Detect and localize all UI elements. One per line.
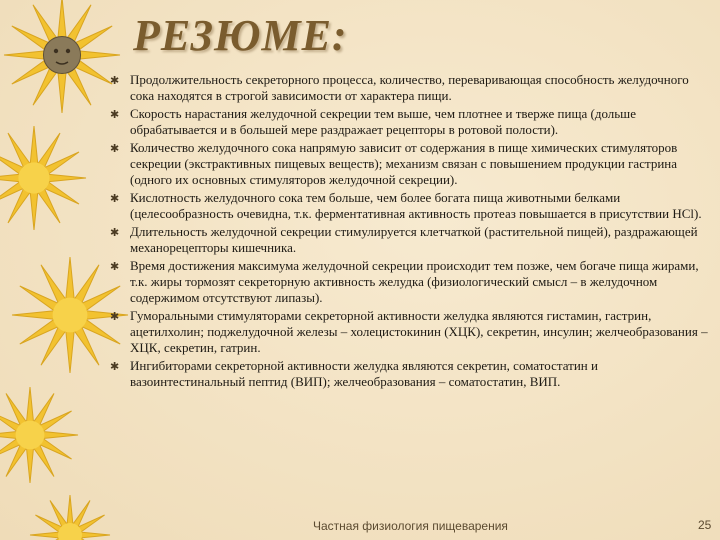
bullet-text: Время достижения максимума желудочной секреции происходит тем позже, чем богаче пища жирами, т.к. жиры тормозят секреторную активность желудка (физиологический смысл – в желудочном содержимом отсутствуют липазы). <box>130 257 699 306</box>
bullet-text: Количество желудочного сока напрямую зависит от содержания в пище химических стимуляторов секреции (экстрактивных пищевых веществ); механизм связан с повышением продукции гастрина (одного их основных стимуляторов желудочной секреции). <box>130 139 678 188</box>
bullet-text: Продолжительность секреторного процесса, количество, переваривающая способность желудочного сока находятся в строгой зависимости от характера пищи. <box>130 72 689 104</box>
bullet-text: Длительность желудочной секреции стимулируется клетчаткой (растительной пищей), раздражающей механорецепторы кишечника. <box>130 223 698 256</box>
sun-face-icon <box>43 36 80 73</box>
sun-core <box>16 421 45 450</box>
bullet-item <box>110 106 710 138</box>
asterisk-bullet-icon: ✱ <box>110 191 120 205</box>
bullet-text: Ингибиторами секреторной активности желудка являются секретин, соматостатин и вазоинтестинальный пептид (ВИП); желчеобразования – соматостатин, ВИП. <box>130 357 598 390</box>
bullet-item <box>110 224 710 256</box>
bullet-item <box>110 190 710 222</box>
asterisk-bullet-icon: ✱ <box>110 359 120 373</box>
footer-text: Частная физиология пищеварения <box>313 519 508 533</box>
bullet-text: Скорость нарастания желудочной секреции тем выше, чем плотнее и тверже пища (дольше обрабатывается и в большей мере раздражает рецепторы в ротовой полости). <box>130 105 636 138</box>
asterisk-bullet-icon: ✱ <box>110 107 120 121</box>
asterisk-bullet-icon: ✱ <box>110 141 120 155</box>
bullet-item <box>110 258 710 307</box>
page-number: 25 <box>698 518 712 532</box>
asterisk-bullet-icon: ✱ <box>110 259 120 273</box>
asterisk-bullet-icon: ✱ <box>110 225 120 239</box>
slide-title: РЕЗЮМЕ: <box>133 11 348 60</box>
asterisk-bullet-icon: ✱ <box>110 74 120 87</box>
bullet-item <box>110 308 710 357</box>
bullet-item <box>110 72 710 104</box>
sun-core <box>53 298 88 333</box>
bullet-item <box>110 358 710 390</box>
asterisk-bullet-icon: ✱ <box>110 309 120 323</box>
sun-eye <box>66 49 70 53</box>
sun-core <box>18 162 49 193</box>
bullet-text: Гуморальными стимуляторами секреторной активности желудка являются гистамин, гастрин, ацетилхолин; поджелудочной железы – холецистокинин (ХЦК), секретин, инсулин; желчеобразования – ХЦК, секретин, гатрин. <box>130 307 708 356</box>
bullet-item <box>110 140 710 189</box>
sun-eye <box>54 49 58 53</box>
bullet-list <box>110 72 710 392</box>
bullet-text: Кислотность желудочного сока тем больше, чем более богата пища животными белками (целесообразность очевидна, т.к. ферментативная активность протеаз повышается в присутствии HCl). <box>130 189 702 222</box>
